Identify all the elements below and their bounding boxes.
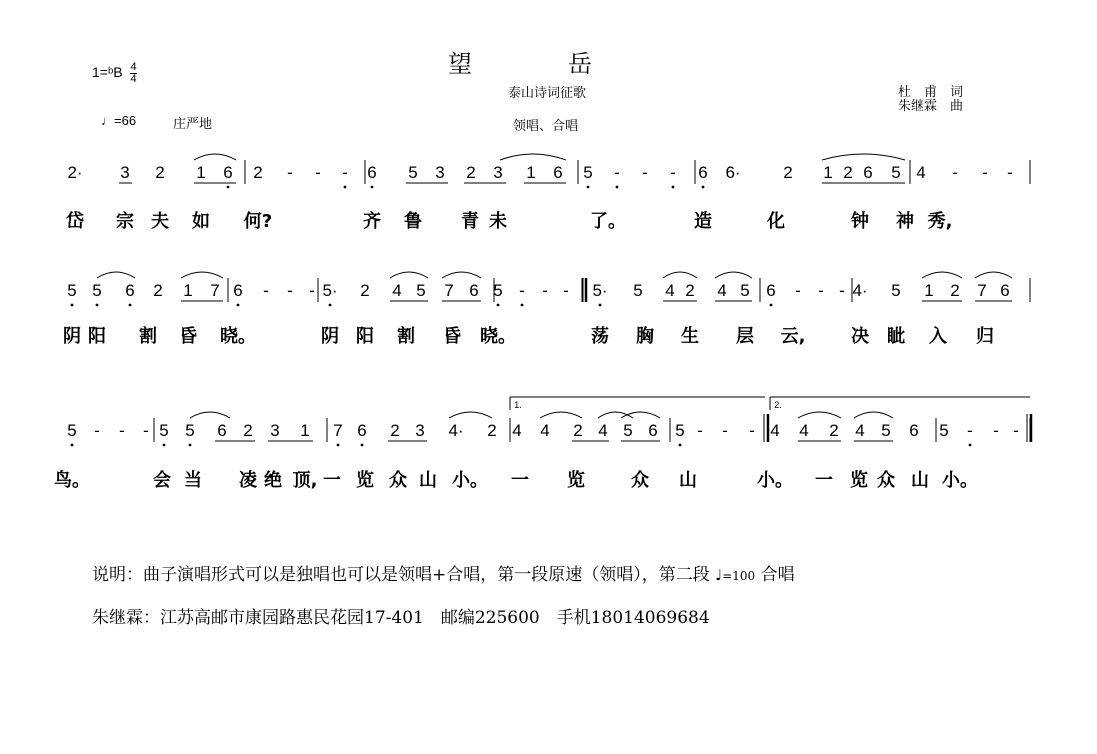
jianpu-note: 6	[766, 281, 776, 300]
lyric-syllable: 一	[815, 470, 833, 491]
jianpu-note: -	[993, 421, 999, 440]
time-denominator: 4	[130, 73, 137, 85]
jianpu-note: -	[119, 421, 125, 440]
slur-mark	[540, 412, 582, 418]
jianpu-note: -	[315, 163, 321, 182]
octave-dot	[71, 304, 74, 307]
lyricist-credit: 杜 甫 词	[898, 84, 964, 99]
octave-dot	[521, 304, 524, 307]
jianpu-note: 6	[357, 421, 367, 440]
lyric-syllable: 山	[911, 470, 929, 491]
jianpu-note: 5·	[592, 281, 608, 300]
song-title: 望 岳	[448, 50, 592, 78]
lyric-syllable: 山	[679, 470, 697, 491]
jianpu-note: 1	[924, 281, 934, 300]
lyric-syllable: 入	[929, 326, 947, 347]
time-numerator: 4	[130, 61, 137, 73]
jianpu-note: 5	[67, 281, 77, 300]
octave-dot	[679, 444, 682, 447]
lyric-syllable: 阳	[88, 326, 106, 347]
lyric-syllable: 凌	[239, 470, 257, 491]
jianpu-note: -	[287, 281, 293, 300]
slur-mark	[621, 412, 660, 418]
jianpu-note: -	[642, 163, 648, 182]
slur-mark	[715, 272, 752, 278]
lyric-syllable: 了。	[590, 211, 626, 232]
performance-note-suffix: 合唱	[760, 565, 795, 585]
jianpu-note: 2	[829, 421, 839, 440]
slur-mark	[194, 154, 236, 160]
jianpu-note: 6·	[725, 163, 741, 182]
jianpu-note: -	[614, 163, 620, 182]
key-signature-text: 1=ᵇB	[92, 64, 123, 81]
jianpu-note: -	[542, 281, 548, 300]
lyric-syllable: 览	[850, 470, 868, 491]
jianpu-note: 1	[823, 163, 833, 182]
jianpu-note: 2	[487, 421, 497, 440]
lyric-syllable: 齐	[363, 211, 381, 232]
lyric-syllable: 荡	[591, 326, 609, 347]
jianpu-note: 5	[939, 421, 949, 440]
jianpu-note: -	[795, 281, 801, 300]
octave-dot	[189, 444, 192, 447]
lyric-syllable: 昏	[443, 326, 461, 347]
lyric-syllable: 割	[139, 326, 157, 347]
jianpu-note: 2	[783, 163, 793, 182]
lyric-syllable: 众	[877, 470, 895, 491]
slur-mark	[798, 412, 841, 418]
quarter-note-icon: ♩	[715, 566, 723, 584]
lyric-syllable: 晓。	[220, 326, 256, 347]
jianpu-note: 2	[360, 281, 370, 300]
expression-marking: 庄严地	[173, 116, 213, 131]
octave-dot	[616, 186, 619, 189]
lyric-syllable: 鲁	[404, 211, 422, 232]
jianpu-note: 5	[881, 421, 891, 440]
jianpu-note: 6	[698, 163, 708, 182]
lyric-syllable: 胸	[636, 326, 654, 347]
jianpu-note: 6	[469, 281, 479, 300]
jianpu-note: -	[982, 163, 988, 182]
jianpu-note: -	[309, 281, 315, 300]
lyric-syllable: 一	[323, 470, 341, 491]
lyric-syllable: 钟	[851, 211, 869, 232]
jianpu-note: -	[1013, 421, 1019, 440]
jianpu-note: 5	[408, 163, 418, 182]
octave-dot	[71, 444, 74, 447]
lyric-syllable: 生	[681, 326, 699, 347]
jianpu-note: 2	[685, 281, 695, 300]
jianpu-note: 3	[435, 163, 445, 182]
jianpu-note: 5	[416, 281, 426, 300]
jianpu-note: 2	[155, 163, 165, 182]
jianpu-note: 1	[183, 281, 193, 300]
note-tempo-value: =100	[722, 569, 756, 583]
jianpu-note: 3	[493, 163, 503, 182]
jianpu-note: 5	[891, 163, 901, 182]
octave-dot	[337, 444, 340, 447]
performance-note	[92, 560, 795, 585]
lyric-syllable: 会	[153, 470, 171, 491]
lyric-syllable: 览	[356, 470, 374, 491]
jianpu-note: 6	[223, 163, 233, 182]
lyric-syllable: 小。	[942, 470, 978, 491]
jianpu-note: 6	[233, 281, 243, 300]
jianpu-note: 5	[891, 281, 901, 300]
jianpu-note: -	[287, 163, 293, 182]
jianpu-note: 4	[855, 421, 865, 440]
slur-mark	[442, 272, 481, 278]
performance-note-text: 说明：曲子演唱形式可以是独唱也可以是领唱+合唱，第一段原速（领唱），第二段	[92, 565, 710, 585]
jianpu-note: 2	[153, 281, 163, 300]
slur-mark	[97, 272, 135, 278]
jianpu-note: -	[697, 421, 703, 440]
lyric-syllable: 未	[489, 211, 507, 232]
lyric-syllable: 决	[851, 326, 869, 347]
jianpu-note: 2	[243, 421, 253, 440]
jianpu-note: 1	[196, 163, 206, 182]
jianpu-note: 6	[648, 421, 658, 440]
octave-dot	[344, 186, 347, 189]
octave-dot	[770, 304, 773, 307]
lyric-syllable: 众	[631, 470, 649, 491]
lyric-syllable: 众	[389, 470, 407, 491]
lyric-syllable: 览	[567, 470, 585, 491]
jianpu-note: -	[818, 281, 824, 300]
jianpu-note: -	[839, 281, 845, 300]
lyric-syllable: 鸟。	[54, 470, 90, 491]
lyric-syllable: 阴	[63, 326, 81, 347]
octave-dot	[702, 186, 705, 189]
lyric-syllable: 夫	[151, 211, 169, 232]
octave-dot	[237, 304, 240, 307]
jianpu-note: 4	[392, 281, 402, 300]
jianpu-note: 2	[466, 163, 476, 182]
jianpu-note: 6	[217, 421, 227, 440]
jianpu-note: -	[519, 281, 525, 300]
jianpu-note: 5	[67, 421, 77, 440]
jianpu-note: -	[263, 281, 269, 300]
composer-credit: 朱继霖 曲	[898, 98, 964, 113]
jianpu-note: 5	[583, 163, 593, 182]
jianpu-note: 1	[300, 421, 310, 440]
lyric-syllable: 云,	[780, 326, 806, 347]
jianpu-note: -	[94, 421, 100, 440]
performance-form: 领唱、合唱	[513, 118, 579, 133]
octave-dot	[96, 304, 99, 307]
quarter-note-icon: ♩	[101, 113, 114, 128]
lyric-syllable: 小。	[757, 470, 793, 491]
lyric-syllable: 割	[397, 326, 415, 347]
lyric-syllable: 眦	[887, 326, 905, 347]
jianpu-note: 6	[553, 163, 563, 182]
lyric-syllable: 阴	[321, 326, 339, 347]
lyric-syllable: 层	[736, 326, 754, 347]
jianpu-note: 4	[717, 281, 727, 300]
slur-mark	[922, 272, 962, 278]
octave-dot	[587, 186, 590, 189]
lyric-syllable: 何?	[243, 211, 273, 232]
jianpu-note: 7	[444, 281, 454, 300]
jianpu-note: 5·	[322, 281, 338, 300]
octave-dot	[129, 304, 132, 307]
jianpu-note: -	[342, 163, 348, 182]
jianpu-note: 6	[367, 163, 377, 182]
lyric-syllable: 造	[694, 211, 712, 232]
jianpu-note: -	[749, 421, 755, 440]
octave-dot	[227, 186, 230, 189]
jianpu-note: 4·	[448, 421, 464, 440]
jianpu-note: -	[670, 163, 676, 182]
jianpu-note: 5	[623, 421, 633, 440]
jianpu-note: 4	[770, 421, 780, 440]
jianpu-note: 4	[540, 421, 550, 440]
lyric-syllable: 如	[192, 211, 210, 232]
lyric-syllable: 山	[419, 470, 437, 491]
jianpu-note: -	[967, 421, 973, 440]
jianpu-note: -	[952, 163, 958, 182]
slur-mark	[390, 272, 428, 278]
jianpu-note: 5	[185, 421, 195, 440]
lyric-syllable: 阳	[356, 326, 374, 347]
jianpu-note: 5	[675, 421, 685, 440]
jianpu-note: 4	[916, 163, 926, 182]
jianpu-note: 4	[665, 281, 675, 300]
slur-mark	[822, 154, 905, 160]
lyric-syllable: 晓。	[480, 326, 516, 347]
composer-contact: 朱继霖：江苏高邮市康园路惠民花园17-401 邮编225600 手机18014069684	[92, 608, 710, 628]
jianpu-note: 2·	[67, 163, 83, 182]
jianpu-note: 7	[333, 421, 343, 440]
slur-mark	[449, 412, 492, 418]
jianpu-note: 5	[740, 281, 750, 300]
jianpu-note: 7	[210, 281, 220, 300]
octave-dot	[599, 304, 602, 307]
jianpu-note: -	[563, 281, 569, 300]
octave-dot	[969, 444, 972, 447]
jianpu-note: -	[1007, 163, 1013, 182]
octave-dot	[329, 304, 332, 307]
lyric-syllable: 当	[184, 470, 202, 491]
octave-dot	[371, 186, 374, 189]
slur-mark	[190, 412, 230, 418]
lyric-syllable: 顶,	[292, 470, 318, 491]
jianpu-note: 2	[390, 421, 400, 440]
lyric-syllable: 青	[461, 211, 479, 232]
subtitle: 泰山诗词征歌	[508, 85, 587, 100]
jianpu-note: 5	[92, 281, 102, 300]
lyric-syllable: 昏	[179, 326, 197, 347]
jianpu-note: 1	[526, 163, 536, 182]
jianpu-note: 2	[573, 421, 583, 440]
jianpu-note: 2	[950, 281, 960, 300]
slur-mark	[975, 272, 1012, 278]
slur-mark	[854, 412, 893, 418]
jianpu-note: 3	[270, 421, 280, 440]
lyric-syllable: 秀,	[927, 211, 953, 232]
slur-mark	[500, 154, 566, 160]
jianpu-note: 5	[493, 281, 503, 300]
jianpu-note: 5	[633, 281, 643, 300]
jianpu-note: 5	[159, 421, 169, 440]
lyric-syllable: 岱	[66, 211, 84, 232]
octave-dot	[361, 444, 364, 447]
lyric-syllable: 一	[511, 470, 529, 491]
jianpu-note: 6	[909, 421, 919, 440]
octave-dot	[672, 186, 675, 189]
lyric-syllable: 归	[976, 326, 994, 347]
slur-mark	[663, 272, 697, 278]
jianpu-note: 2	[843, 163, 853, 182]
slur-mark	[181, 272, 223, 278]
jianpu-note: 3	[120, 163, 130, 182]
jianpu-note: 4	[512, 421, 522, 440]
jianpu-note: 2	[253, 163, 263, 182]
jianpu-note: 6	[125, 281, 135, 300]
octave-dot	[497, 304, 500, 307]
lyric-syllable: 绝	[264, 470, 282, 491]
jianpu-note: 4·	[852, 281, 868, 300]
jianpu-note: -	[143, 421, 149, 440]
jianpu-note: 7	[977, 281, 987, 300]
jianpu-note: 4	[799, 421, 809, 440]
volta-label: 2.	[774, 400, 782, 410]
octave-dot	[163, 444, 166, 447]
lyric-syllable: 化	[767, 211, 785, 232]
jianpu-note: -	[722, 421, 728, 440]
lyric-syllable: 小。	[452, 470, 488, 491]
lyric-syllable: 宗	[116, 211, 134, 232]
jianpu-note: 6	[863, 163, 873, 182]
jianpu-note: 3	[415, 421, 425, 440]
jianpu-note: 4	[598, 421, 608, 440]
lyric-syllable: 神	[896, 211, 914, 232]
score-notes	[54, 163, 1019, 491]
tempo-value: =66	[114, 113, 137, 128]
volta-label: 1.	[514, 400, 522, 410]
jianpu-note: 6	[1000, 281, 1010, 300]
